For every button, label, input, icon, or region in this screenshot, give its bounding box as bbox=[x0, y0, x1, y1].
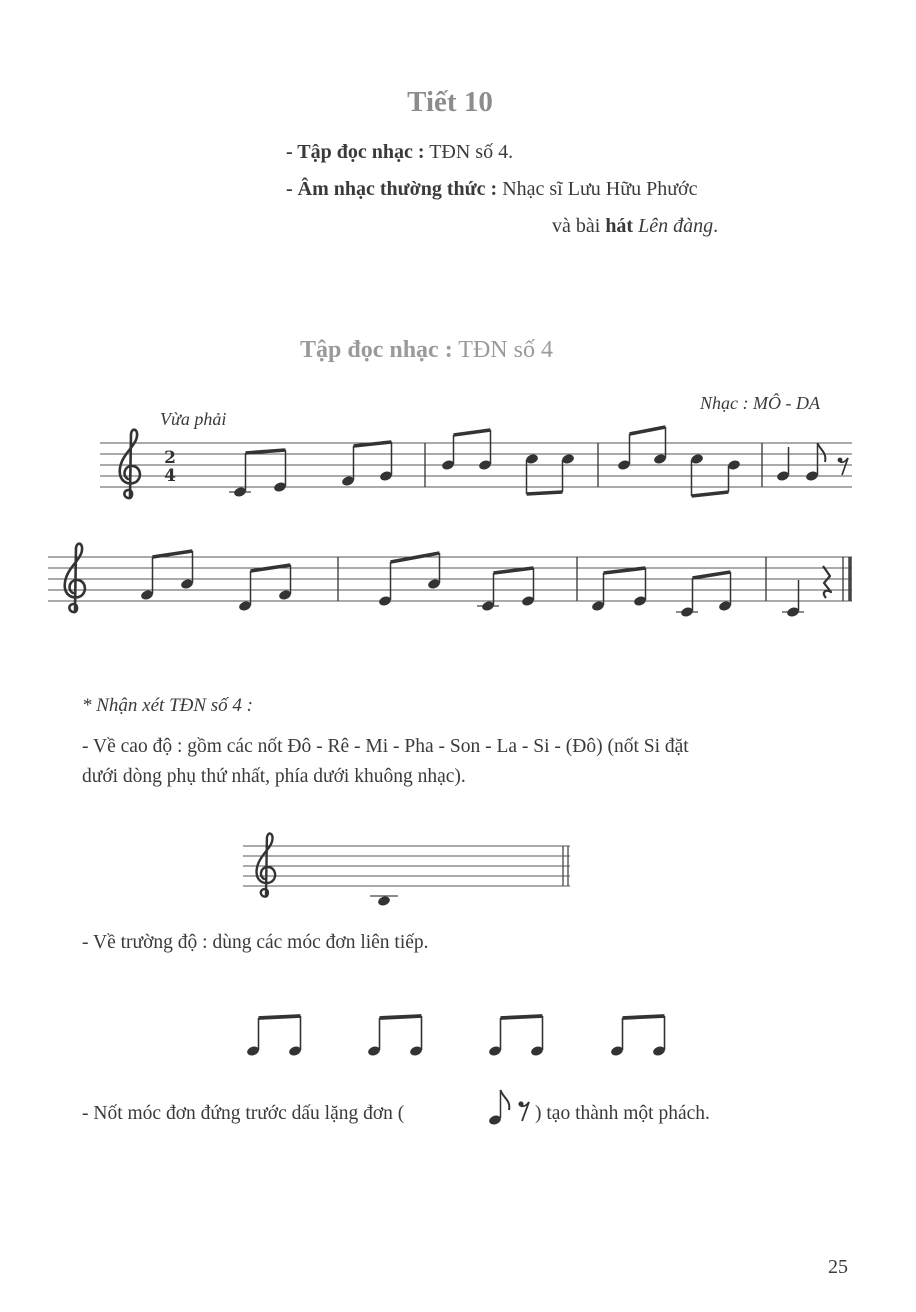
note-beam bbox=[246, 450, 286, 453]
agenda-item-label: - Âm nhạc thường thức : bbox=[286, 178, 498, 200]
eighth-rest-icon bbox=[518, 1101, 529, 1121]
note-si-below-staff bbox=[370, 895, 398, 907]
staff-2-notes bbox=[140, 551, 831, 618]
tempo-marking: Vừa phải bbox=[160, 409, 227, 429]
composer-credit: Nhạc : MÔ - DA bbox=[700, 393, 820, 413]
eighth-rest-icon bbox=[838, 458, 848, 475]
note-beam bbox=[630, 427, 666, 434]
treble-clef-icon bbox=[65, 544, 85, 612]
song-title: Lên đàng bbox=[638, 215, 714, 237]
beamed-eighth-pair bbox=[238, 565, 292, 612]
agenda-item-text: TĐN số 4. bbox=[429, 141, 514, 163]
note-beam bbox=[153, 551, 193, 557]
note-beam bbox=[693, 572, 731, 578]
eighth-note-icon bbox=[488, 1090, 509, 1126]
treble-clef-icon bbox=[120, 430, 140, 498]
continuation-end: . bbox=[713, 215, 719, 237]
eighth-note-pair-icon bbox=[610, 1016, 666, 1057]
eighth-note-pair-icon bbox=[367, 1016, 423, 1057]
pitch-remark-line-1: - Về cao độ : gồm các nốt Đô - Rê - Mi - Pha - Son - La - Si - (Đô) (nốt Si đặt bbox=[82, 736, 689, 757]
quarter-rest-icon bbox=[823, 566, 831, 598]
continuation-text: và bài bbox=[552, 215, 601, 237]
pitch-example-staff bbox=[243, 846, 570, 886]
eighth-note-pair-icon bbox=[246, 1016, 302, 1057]
note-beam bbox=[692, 492, 729, 496]
continuation-bold: hát bbox=[605, 215, 634, 237]
note-beam bbox=[604, 568, 646, 573]
beamed-eighth-pair bbox=[378, 553, 441, 607]
page-number: 25 bbox=[828, 1256, 848, 1278]
pitch-remark-line-2: dưới dòng phụ thứ nhất, phía dưới khuông nhạc). bbox=[82, 766, 466, 787]
beamed-eighth-pair bbox=[233, 450, 287, 498]
quarter-note bbox=[782, 580, 804, 618]
beat-remark-end: ) tạo thành một phách. bbox=[535, 1103, 710, 1124]
beamed-eighth-pair bbox=[690, 453, 741, 496]
note-beam bbox=[527, 492, 563, 494]
eighth-note-pairs bbox=[246, 1016, 666, 1057]
time-signature-top: 2 bbox=[164, 448, 176, 468]
section-heading-text: TĐN số 4 bbox=[458, 337, 553, 363]
beat-remark-start: - Nốt móc đơn đứng trước dấu lặng đơn ( bbox=[82, 1103, 405, 1124]
eighth-note-pair-icon bbox=[488, 1016, 544, 1057]
note-beam bbox=[454, 430, 491, 435]
lesson-title: Tiết 10 bbox=[407, 86, 493, 118]
treble-clef-icon bbox=[257, 834, 276, 897]
time-signature-bottom: 4 bbox=[164, 466, 176, 486]
section-heading-label: Tập đọc nhạc : bbox=[300, 337, 453, 363]
remark-heading: * Nhận xét TĐN số 4 : bbox=[82, 695, 253, 716]
duration-remark: - Về trường độ : dùng các móc đơn liên tiếp. bbox=[82, 932, 429, 953]
note-beam bbox=[494, 568, 534, 573]
agenda-item-text: Nhạc sĩ Lưu Hữu Phước bbox=[502, 178, 698, 200]
beamed-eighth-pair bbox=[140, 551, 194, 601]
agenda-item-label: - Tập đọc nhạc : bbox=[286, 141, 425, 163]
staff-2 bbox=[48, 557, 852, 601]
beamed-eighth-pair bbox=[525, 453, 575, 494]
